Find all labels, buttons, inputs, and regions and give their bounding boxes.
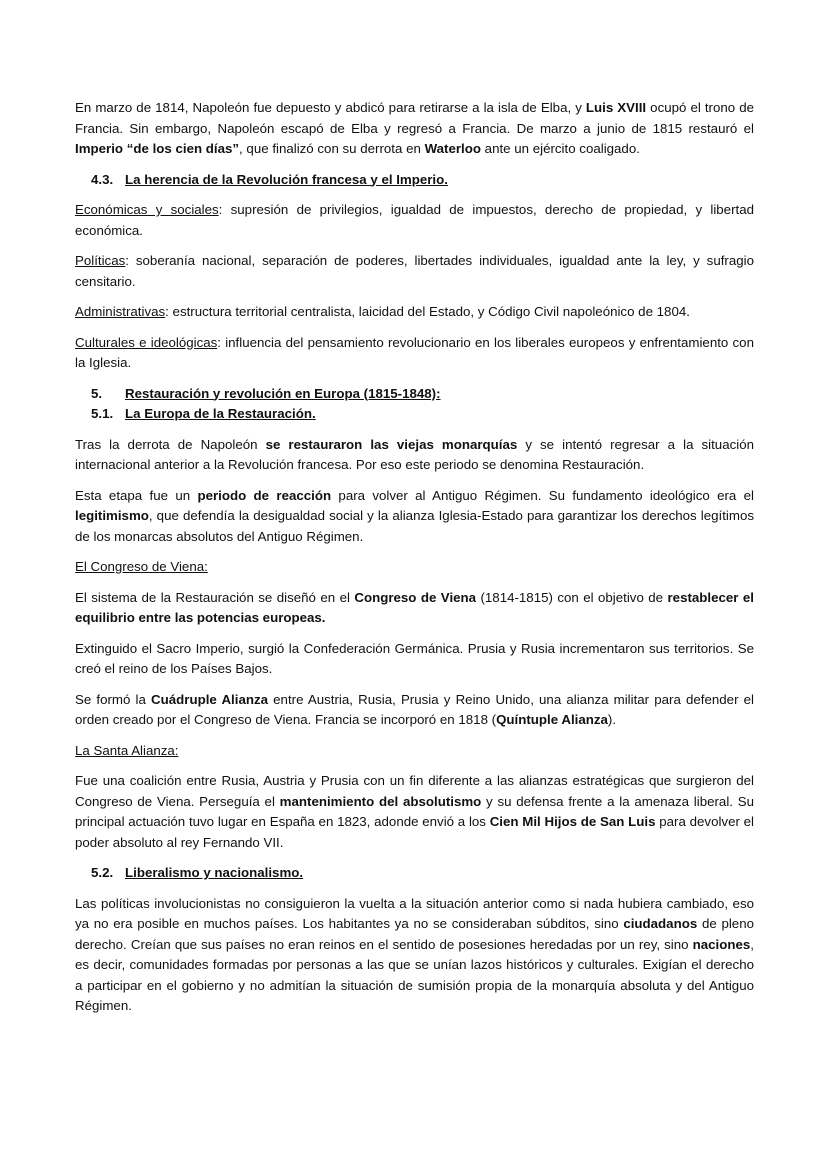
bold-text: naciones bbox=[692, 936, 751, 952]
text-run: Se formó la bbox=[75, 691, 152, 707]
text-run: : soberanía nacional, separación de poderes, libertades individuales, igualdad ante la ley, y sufragio censitario. bbox=[75, 253, 754, 289]
section-heading-group bbox=[75, 170, 754, 191]
text-run: para volver al Antiguo Régimen. Su fundamento ideológico era el bbox=[331, 487, 755, 503]
section-heading bbox=[75, 863, 754, 884]
paragraph bbox=[75, 333, 754, 374]
text-run: Tras la derrota de Napoleón bbox=[75, 436, 266, 452]
paragraph bbox=[75, 251, 754, 292]
paragraph bbox=[75, 639, 754, 680]
bold-text: se restauraron las viejas monarquías bbox=[265, 436, 518, 452]
section-number: 5.2. bbox=[91, 865, 114, 880]
text-run: En marzo de 1814, Napoleón fue depuesto y abdicó para retirarse a la isla de Elba, y bbox=[75, 100, 586, 115]
underlined-label: La Santa Alianza: bbox=[75, 742, 179, 758]
bold-text: Imperio “de los cien días” bbox=[75, 141, 240, 156]
paragraph bbox=[75, 741, 754, 762]
paragraph bbox=[75, 771, 754, 853]
paragraph bbox=[75, 98, 754, 160]
text-run: de pleno derecho. Creían que sus países no eran reinos en el sentido de posesiones heredadas por un rey, sino bbox=[75, 916, 754, 952]
paragraph bbox=[75, 557, 754, 578]
text-run: : supresión de privilegios, igualdad de impuestos, derecho de propiedad, y libertad económica. bbox=[75, 202, 754, 238]
paragraph bbox=[75, 200, 754, 241]
text-run: , que defendía la desigualdad social y la alianza Iglesia-Estado para garantizar los derechos legítimos de los monarcas absolutos del Antiguo Régimen. bbox=[75, 508, 754, 544]
section-number: 4.3. bbox=[91, 171, 114, 187]
underlined-label: Administrativas bbox=[75, 304, 166, 319]
paragraph bbox=[75, 894, 754, 1017]
underlined-label: El Congreso de Viena: bbox=[75, 559, 208, 574]
underlined-label: Culturales e ideológicas bbox=[75, 334, 218, 350]
text-run: ante un ejército coaligado. bbox=[480, 141, 640, 156]
section-title: Restauración y revolución en Europa (1815-1848): bbox=[125, 385, 441, 401]
section-heading bbox=[75, 384, 754, 405]
section-title: La herencia de la Revolución francesa y el Imperio. bbox=[125, 171, 448, 187]
paragraph bbox=[75, 435, 754, 476]
section-title: Liberalismo y nacionalismo. bbox=[125, 865, 304, 880]
paragraph bbox=[75, 486, 754, 548]
text-run: y se intentó regresar a la situación internacional anterior a la Revolución francesa. Por eso este periodo se denomina Restauración. bbox=[75, 436, 754, 472]
bold-text: Congreso de Viena bbox=[354, 589, 477, 605]
text-run: : estructura territorial centralista, laicidad del Estado, y Código Civil napoleónico de 1804. bbox=[165, 304, 690, 319]
underlined-label: Políticas bbox=[75, 253, 126, 268]
section-heading bbox=[75, 170, 754, 191]
bold-text: ciudadanos bbox=[623, 916, 698, 931]
text-run: , es decir, comunidades formadas por personas a las que se unían lazos históricos y culturales. Exigían el derecho a participar en el gobierno y no admitían la situación de sumisión propia de la monarquía absoluta y del Antiguo Régimen. bbox=[75, 936, 754, 1013]
text-run: Extinguido el Sacro Imperio, surgió la Confederación Germánica. Prusia y Rusia incrementaron sus territorios. Se creó el reino de los Países Bajos. bbox=[75, 640, 754, 676]
bold-text: restablecer el equilibrio entre las potencias europeas. bbox=[75, 589, 754, 625]
bold-text: Luis XVIII bbox=[585, 100, 647, 115]
section-heading-group bbox=[75, 863, 754, 884]
bold-text: Waterloo bbox=[424, 141, 481, 156]
text-run: (1814-1815) con el objetivo de bbox=[476, 589, 668, 605]
paragraph bbox=[75, 588, 754, 629]
bold-text: Cuádruple Alianza bbox=[151, 691, 269, 707]
paragraph bbox=[75, 690, 754, 731]
text-run: Las políticas involucionistas no consiguieron la vuelta a la situación anterior como si nada hubiera cambiado, eso ya no era posible en muchos países. Los habitantes ya no se consideraban súbditos, sino bbox=[75, 895, 754, 931]
section-number: 5.1. bbox=[91, 406, 114, 421]
text-run: Fue una coalición entre Rusia, Austria y Prusia con un fin diferente a las alianzas estratégicas que surgieron del Congreso de Viena. Perseguía el bbox=[75, 773, 754, 809]
bold-text: Quíntuple Alianza bbox=[496, 712, 608, 727]
document-page bbox=[75, 98, 754, 1027]
bold-text: legitimismo bbox=[75, 508, 149, 523]
paragraph bbox=[75, 302, 754, 323]
text-run: : influencia del pensamiento revolucionario en los liberales europeos y enfrentamiento con la Iglesia. bbox=[75, 334, 754, 370]
text-run: , que finalizó con su derrota en bbox=[239, 141, 425, 156]
section-heading bbox=[75, 404, 754, 425]
text-run: El sistema de la Restauración se diseñó en el bbox=[75, 589, 355, 605]
bold-text: Cien Mil Hijos de San Luis bbox=[489, 814, 656, 829]
underlined-label: Económicas y sociales bbox=[75, 202, 219, 217]
section-title: La Europa de la Restauración. bbox=[125, 406, 316, 421]
text-run: ). bbox=[607, 712, 617, 727]
text-run: Esta etapa fue un bbox=[75, 487, 198, 503]
section-heading-group bbox=[75, 384, 754, 425]
text-run: ocupó el trono de Francia. Sin embargo, Napoleón escapó de Elba y regresó a Francia. De marzo a junio de 1815 restauró el bbox=[75, 100, 755, 136]
bold-text: mantenimiento del absolutismo bbox=[279, 793, 482, 809]
text-run: y su defensa frente a la amenaza liberal. Su principal actuación tuvo lugar en España en 1823, adonde envió a los bbox=[75, 793, 755, 829]
text-run: entre Austria, Rusia, Prusia y Reino Unido, una alianza militar para defender el orden creado por el Congreso de Viena. Francia se incorporó en 1818 ( bbox=[75, 691, 755, 727]
bold-text: periodo de reacción bbox=[197, 487, 332, 503]
text-run: para devolver el poder absoluto al rey Fernando VII. bbox=[75, 814, 755, 850]
section-number: 5. bbox=[91, 385, 103, 401]
